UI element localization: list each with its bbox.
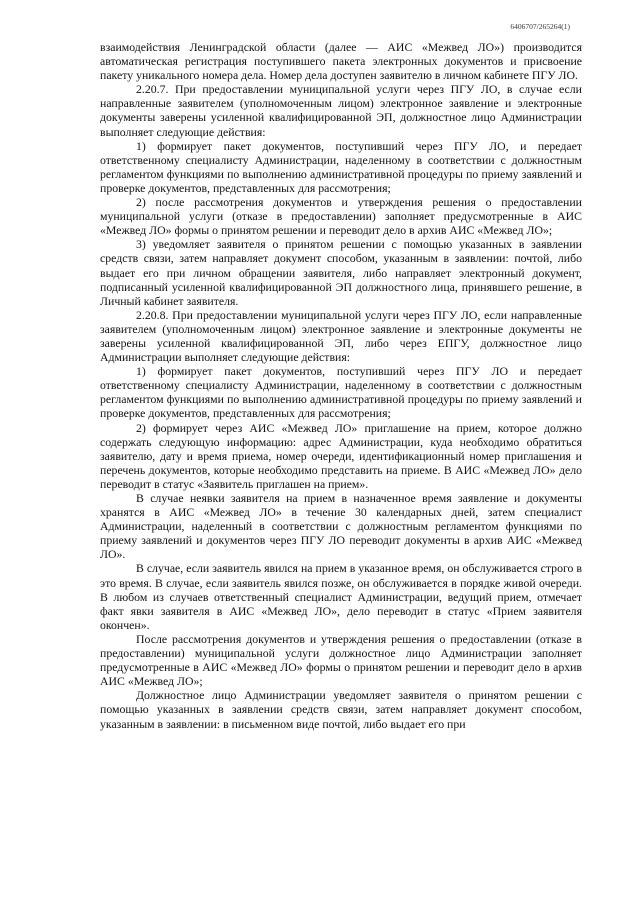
paragraph: Должностное лицо Администрации уведомляет заявителя о принятом решении с помощью указанных в заявлении средств связи, затем направляет документ способом, указанным в заявлении: в письменном виде почтой, либо выдает его при: [100, 688, 582, 731]
paragraph: 2) после рассмотрения документов и утверждения решения о предоставлении муниципальной услуги (отказе в предоставлении) заполняет предусмотренные в АИС «Межвед ЛО» формы о принятом решении и переводит дело в архив АИС «Межвед ЛО»;: [100, 195, 582, 238]
paragraph: 1) формирует пакет документов, поступивший через ПГУ ЛО и передает ответственному специалисту Администрации, наделенному в соответствии с должностным регламентом функциями по выполнению административной процедуры по приему заявлений и проверке документов, представленных для рассмотрения;: [100, 364, 582, 421]
paragraph: 2.20.8. При предоставлении муниципальной услуги через ПГУ ЛО, если направленные заявителем (уполномоченным лицом) электронное заявление и электронные документы не заверены усиленной квалифицированной ЭП, либо через ЕПГУ, должностное лицо Администрации выполняет следующие действия:: [100, 307, 582, 365]
paragraph: 2) формирует через АИС «Межвед ЛО» приглашение на прием, которое должно содержать следующую информацию: адрес Администрации, куда необходимо обратиться заявителю, дату и время приема, номер очереди, идентификационный номер приглашения и перечень документов, которые необходимо представить на приеме. В АИС «Межвед ЛО» дело переводит в статус «Заявитель приглашен на прием».: [100, 420, 582, 491]
paragraph: После рассмотрения документов и утверждения решения о предоставлении (отказе в предоставлении) муниципальной услуги должностное лицо Администрации заполняет предусмотренные в АИС «Межвед ЛО» формы о принятом решении и переводит дело в архив АИС «Межвед ЛО»;: [100, 631, 582, 689]
document-id: 6406707/265264(1): [510, 22, 570, 31]
paragraph: В случае неявки заявителя на прием в назначенное время заявление и документы хранятся в АИС «Межвед ЛО» в течение 30 календарных дней, затем специалист Администрации, наделенный в соответствии с должностным регламентом функциями по приему заявлений и документов через ПГУ ЛО переводит документы в архив АИС «Межвед ЛО».: [100, 491, 582, 562]
paragraph: 1) формирует пакет документов, поступивший через ПГУ ЛО, и передает ответственному специалисту Администрации, наделенному в соответствии с должностным регламентом функциями по выполнению административной процедуры по приему заявлений и проверке документов, представленных для рассмотрения;: [100, 138, 582, 195]
paragraph: В случае, если заявитель явился на прием в указанное время, он обслуживается строго в это время. В случае, если заявитель явился позже, он обслуживается в порядке живой очереди. В любом из случаев ответственный специалист Администрации, ведущий прием, отмечает факт явки заявителя в АИС «Межвед ЛО», дело переводит в статус «Прием заявителя окончен».: [100, 561, 582, 632]
paragraph: 3) уведомляет заявителя о принятом решении с помощью указанных в заявлении средств связи, затем направляет документ способом, указанным в заявлении: почтой, либо выдает его при личном обращении заявителя, либо направляет электронный документ, подписанный усиленной квалифицированной ЭП должностного лица, принявшего решение, в Личный кабинет заявителя.: [100, 237, 582, 308]
paragraph: взаимодействия Ленинградской области (далее — АИС «Межвед ЛО») производится автоматическая регистрация поступившего пакета электронных документов и присвоение пакету уникального номера дела. Номер дела доступен заявителю в личном кабинете ПГУ ЛО.: [100, 40, 582, 83]
paragraph: 2.20.7. При предоставлении муниципальной услуги через ПГУ ЛО, в случае если направленные заявителем (уполномоченным лицом) электронное заявление и электронные документы заверены усиленной квалифицированной ЭП, должностное лицо Администрации выполняет следующие действия:: [100, 82, 582, 139]
document-body: [100, 40, 582, 731]
